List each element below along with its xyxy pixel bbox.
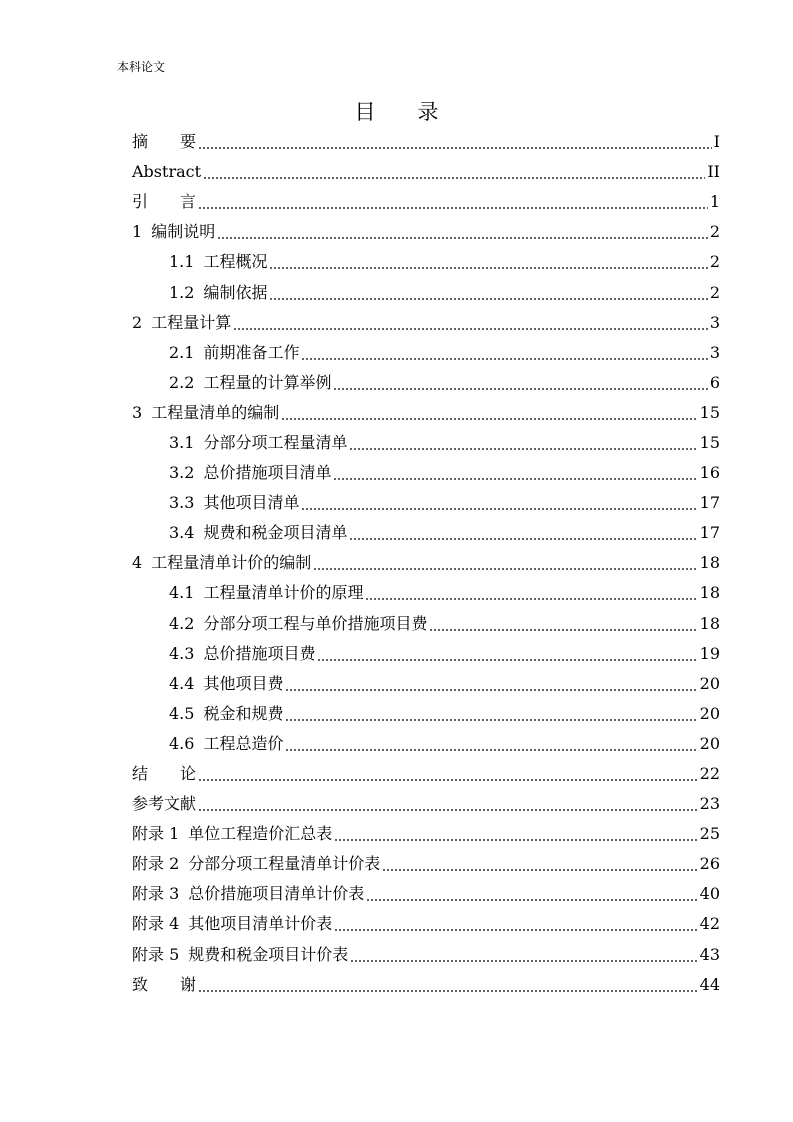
toc-entry-page: 26: [699, 854, 720, 874]
toc-entry-label: 结 论: [132, 764, 197, 784]
toc-entry[interactable]: [132, 759, 720, 789]
toc-entry[interactable]: [132, 127, 720, 157]
toc-entry-number: 2.2: [169, 372, 195, 392]
toc-entry[interactable]: [132, 398, 720, 428]
toc-entry-label: Abstract: [132, 162, 202, 182]
dot-leader: [269, 298, 707, 300]
dot-leader: [198, 147, 712, 149]
toc-entry-label: 工程总造价: [203, 733, 284, 753]
toc-entry-label: 工程量清单计价的原理: [203, 583, 364, 603]
toc-entry-page: 16: [699, 463, 720, 483]
toc-entry-page: 2: [709, 222, 720, 242]
page-title: [0, 96, 793, 126]
toc-entry-label: 工程量的计算举例: [203, 372, 332, 392]
dot-leader: [365, 598, 697, 600]
dot-leader: [281, 418, 697, 420]
toc-entry-page: 17: [699, 523, 720, 543]
dot-leader: [366, 899, 697, 901]
toc-entry-page: 40: [699, 884, 720, 904]
toc-entry-label: 工程概况: [203, 252, 268, 272]
toc-entry-label: 税金和规费: [203, 703, 284, 723]
title-char-right: 录: [417, 100, 439, 124]
dot-leader: [333, 478, 697, 480]
toc-entry-number: 附录 3: [132, 884, 180, 904]
toc-entry-number: 3.3: [169, 493, 195, 513]
toc-entry-number: 4.2: [169, 613, 195, 633]
toc-entry-number: 附录 4: [132, 914, 180, 934]
toc-entry-number: 附录 2: [132, 854, 180, 874]
toc-entry[interactable]: [132, 819, 720, 849]
dot-leader: [198, 779, 698, 781]
dot-leader: [334, 839, 697, 841]
toc-entry-number: 1.2: [169, 282, 195, 302]
toc-entry[interactable]: [132, 428, 720, 458]
toc-entry-label: 总价措施项目费: [203, 643, 316, 663]
toc-entry-page: 20: [699, 673, 720, 693]
dot-leader: [233, 328, 708, 330]
dot-leader: [350, 960, 697, 962]
dot-leader: [429, 629, 697, 631]
toc-entry-label: 总价措施项目清单: [203, 463, 332, 483]
toc-entry-page: 6: [709, 372, 720, 392]
toc-entry[interactable]: [132, 729, 720, 759]
toc-entry-page: I: [713, 132, 720, 152]
toc-entry[interactable]: [132, 669, 720, 699]
toc-entry[interactable]: [132, 789, 720, 819]
dot-leader: [382, 869, 697, 871]
toc-entry[interactable]: [132, 277, 720, 307]
toc-entry-number: 3: [132, 402, 143, 422]
dot-leader: [217, 237, 708, 239]
dot-leader: [269, 267, 707, 269]
toc-entry-label: 总价措施项目清单计价表: [188, 884, 365, 904]
toc-entry[interactable]: [132, 548, 720, 578]
toc-entry-label: 分部分项工程量清单: [203, 432, 348, 452]
dot-leader: [301, 358, 707, 360]
dot-leader: [198, 809, 698, 811]
dot-leader: [198, 207, 708, 209]
toc-entry-label: 单位工程造价汇总表: [188, 824, 333, 844]
toc-entry-page: 44: [699, 974, 720, 994]
toc-entry-page: 18: [699, 583, 720, 603]
toc-entry-number: 附录 1: [132, 824, 180, 844]
toc-entry[interactable]: [132, 699, 720, 729]
toc-entry-label: 工程量清单计价的编制: [151, 553, 312, 573]
toc-entry[interactable]: [132, 157, 720, 187]
toc-entry-page: 15: [699, 432, 720, 452]
toc-entry-number: 4.1: [169, 583, 195, 603]
toc-entry-number: 附录 5: [132, 944, 180, 964]
toc-entry-label: 分部分项工程量清单计价表: [188, 854, 381, 874]
toc-entry-page: 43: [699, 944, 720, 964]
toc-entry-page: 2: [709, 282, 720, 302]
toc-entry[interactable]: [132, 368, 720, 398]
toc-entry[interactable]: [132, 940, 720, 970]
toc-entry-label: 前期准备工作: [203, 342, 300, 362]
dot-leader: [334, 929, 697, 931]
toc-entry[interactable]: [132, 458, 720, 488]
toc-entry-number: 4.3: [169, 643, 195, 663]
toc-entry-page: 2: [709, 252, 720, 272]
toc-entry-label: 参考文献: [132, 794, 197, 814]
dot-leader: [198, 990, 698, 992]
toc-entry[interactable]: [132, 488, 720, 518]
toc-entry-number: 2: [132, 312, 143, 332]
toc-entry-page: 3: [709, 312, 720, 332]
toc-entry-label: 其他项目清单: [203, 493, 300, 513]
toc-entry[interactable]: [132, 609, 720, 639]
toc-entry-page: 19: [699, 643, 720, 663]
toc-entry-label: 摘 要: [132, 132, 197, 152]
toc-entry-label: 工程量清单的编制: [151, 402, 280, 422]
toc-entry-page: 17: [699, 493, 720, 513]
toc-entry-page: 20: [699, 703, 720, 723]
toc-entry-number: 3.1: [169, 432, 195, 452]
toc-entry[interactable]: [132, 308, 720, 338]
toc-entry[interactable]: [132, 217, 720, 247]
toc-entry[interactable]: [132, 187, 720, 217]
toc-entry-page: II: [707, 162, 720, 182]
dot-leader: [349, 538, 697, 540]
toc-entry-label: 引 言: [132, 192, 197, 212]
toc-entry-number: 4.6: [169, 733, 195, 753]
toc-entry-label: 致 谢: [132, 974, 197, 994]
toc-entry-number: 1.1: [169, 252, 195, 272]
toc-entry-page: 20: [699, 733, 720, 753]
toc-entry-number: 3.2: [169, 463, 195, 483]
toc-entry[interactable]: [132, 849, 720, 879]
toc-entry-label: 工程量计算: [151, 312, 232, 332]
toc-entry-page: 25: [699, 824, 720, 844]
toc-entry[interactable]: [132, 909, 720, 939]
toc-entry[interactable]: [132, 639, 720, 669]
toc-entry[interactable]: [132, 879, 720, 909]
toc-entry[interactable]: [132, 578, 720, 608]
toc-entry-page: 42: [699, 914, 720, 934]
dot-leader: [285, 689, 697, 691]
dot-leader: [285, 719, 697, 721]
page-header: 本科论文: [117, 60, 166, 74]
dot-leader: [333, 388, 707, 390]
toc-entry-page: 15: [699, 402, 720, 422]
toc-entry-label: 其他项目费: [203, 673, 284, 693]
dot-leader: [317, 659, 697, 661]
toc-entry-label: 编制说明: [151, 222, 216, 242]
toc-entry-page: 22: [699, 764, 720, 784]
toc-entry[interactable]: [132, 338, 720, 368]
toc-entry-page: 3: [709, 342, 720, 362]
dot-leader: [301, 508, 697, 510]
title-char-left: 目: [354, 100, 376, 124]
toc-entry-number: 3.4: [169, 523, 195, 543]
toc-entry-number: 4: [132, 553, 143, 573]
toc-entry-number: 4.5: [169, 703, 195, 723]
toc-entry-label: 规费和税金项目计价表: [188, 944, 349, 964]
toc-entry-page: 1: [709, 192, 720, 212]
toc-entry-label: 其他项目清单计价表: [188, 914, 333, 934]
dot-leader: [285, 749, 697, 751]
toc-entry-page: 18: [699, 613, 720, 633]
table-of-contents: [132, 127, 720, 1000]
toc-entry-number: 1: [132, 222, 143, 242]
dot-leader: [349, 448, 697, 450]
toc-entry-number: 4.4: [169, 673, 195, 693]
toc-entry-label: 编制依据: [203, 282, 268, 302]
toc-entry-page: 23: [699, 794, 720, 814]
toc-entry[interactable]: [132, 970, 720, 1000]
toc-entry-number: 2.1: [169, 342, 195, 362]
dot-leader: [313, 568, 697, 570]
dot-leader: [203, 177, 705, 179]
toc-entry-label: 分部分项工程与单价措施项目费: [203, 613, 428, 633]
toc-entry-page: 18: [699, 553, 720, 573]
toc-entry-label: 规费和税金项目清单: [203, 523, 348, 543]
toc-entry[interactable]: [132, 518, 720, 548]
toc-entry[interactable]: [132, 247, 720, 277]
